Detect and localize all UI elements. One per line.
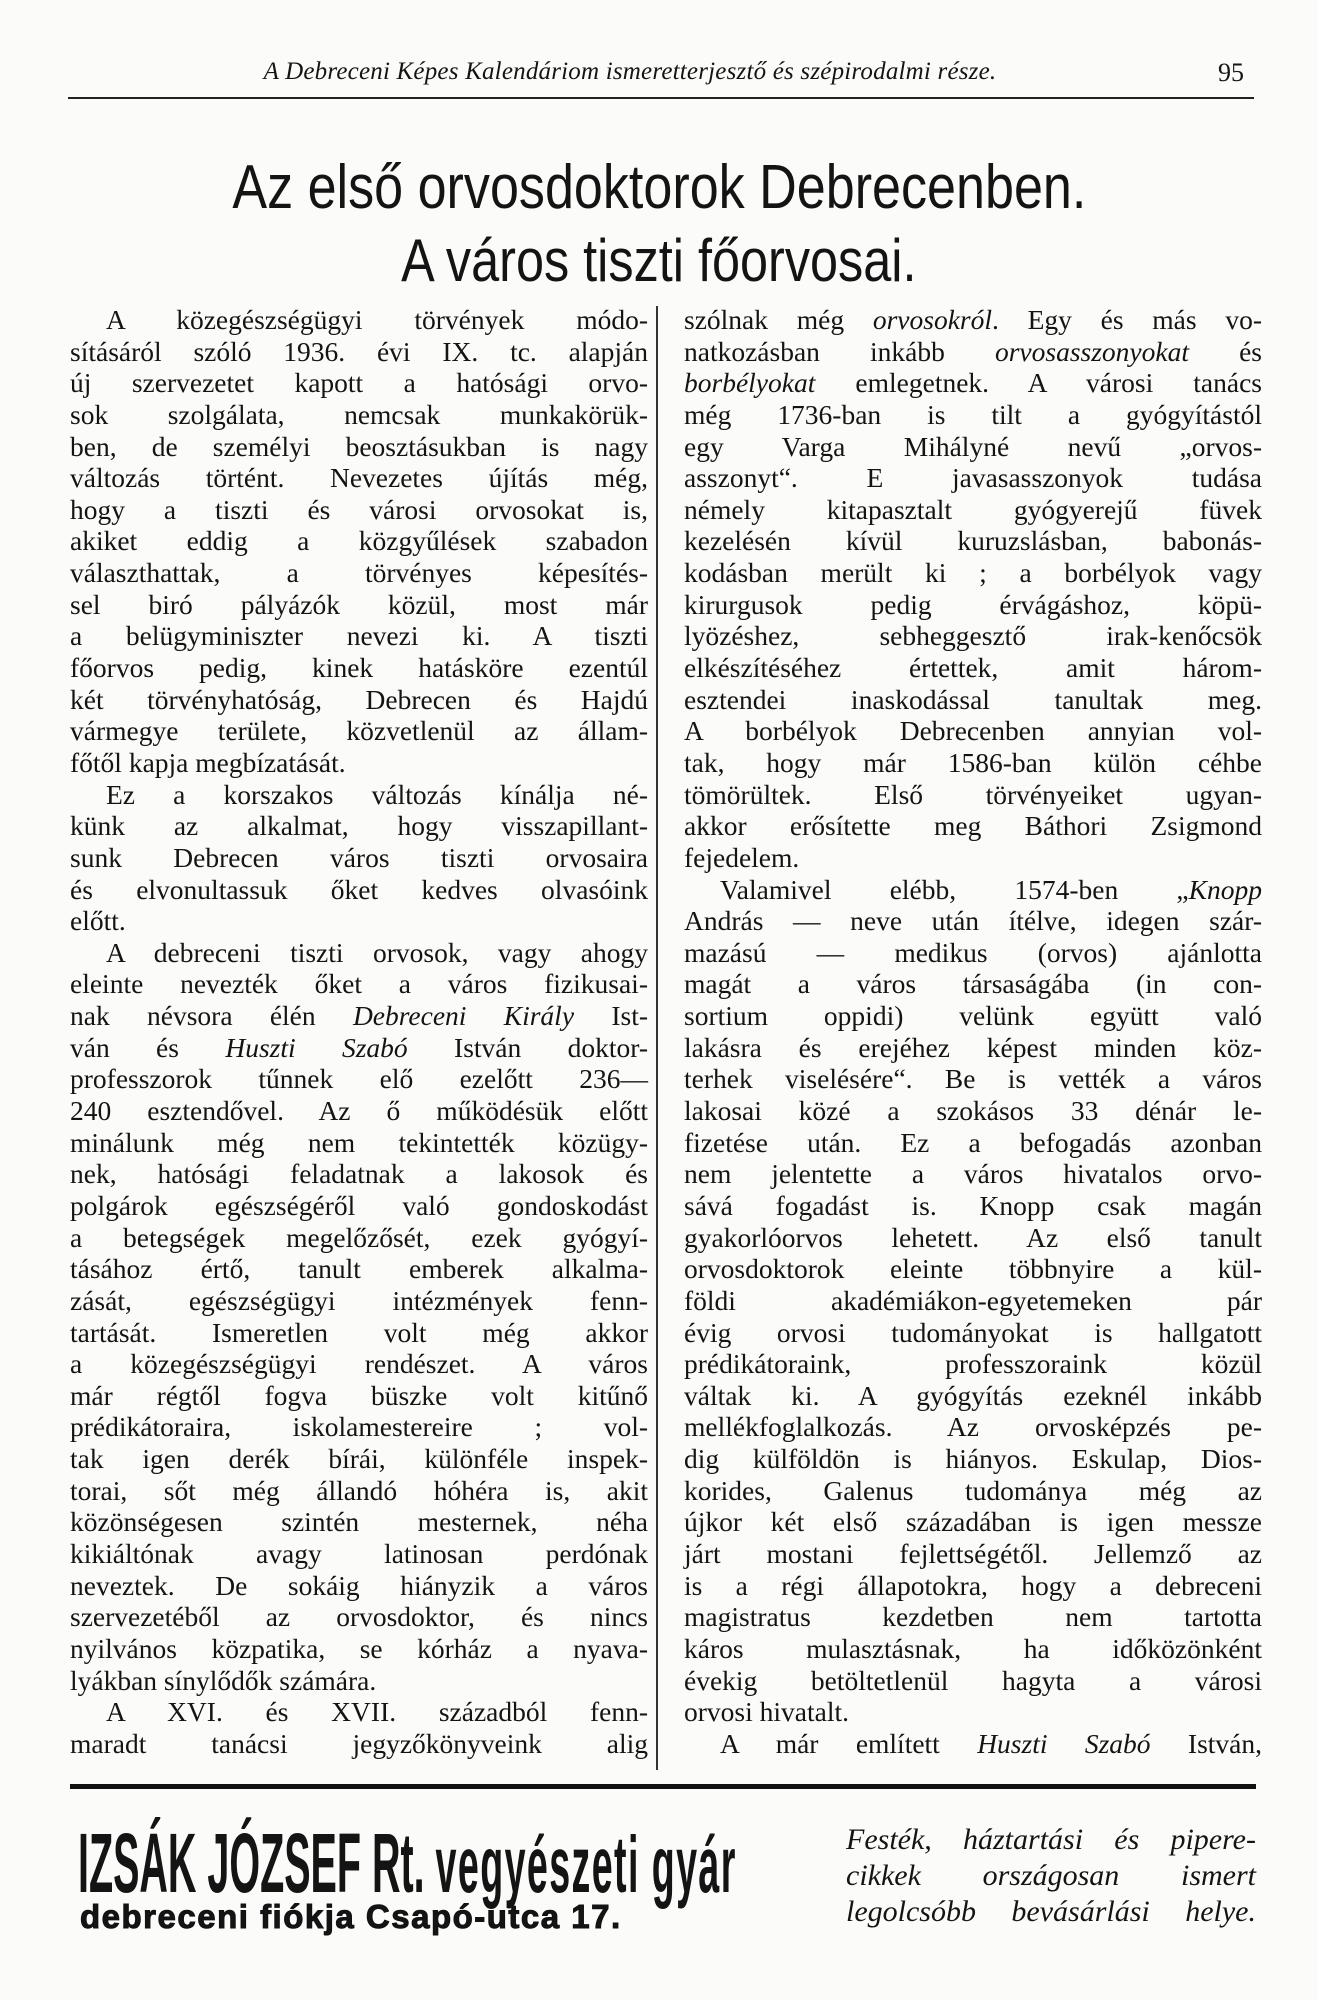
- text-run: évig orvosi tudományokat is hallgatott: [684, 1316, 1262, 1348]
- text-run: polgárok egészségéről való gondoskodást: [70, 1189, 648, 1221]
- text-run: András — neve után ítélve, idegen szár-: [684, 905, 1262, 937]
- slogan-line: cikkek országosan ismert: [846, 1859, 1256, 1892]
- text-line: [684, 431, 1262, 463]
- text-run: még 1736-ban is tilt a gyógyítástól: [684, 398, 1262, 430]
- text-line: [70, 431, 648, 463]
- text-line: [70, 1063, 648, 1095]
- italic-text-run: Knopp: [1188, 873, 1262, 905]
- column-divider: [656, 306, 658, 1770]
- text-run: natkozásban inkább: [684, 335, 995, 367]
- text-line: [684, 1380, 1262, 1412]
- paragraph: [70, 1696, 648, 1759]
- text-run: ván és: [70, 1031, 226, 1063]
- text-run: magát a város társaságába (in con-: [684, 968, 1262, 1000]
- text-line: [70, 462, 648, 494]
- text-run: Ez a korszakos változás kínálja né-: [106, 778, 648, 810]
- text-run: lakásra és erejéhez képest minden köz-: [684, 1031, 1262, 1063]
- text-line: [684, 525, 1262, 557]
- text-line: [684, 462, 1262, 494]
- text-line: [684, 937, 1262, 969]
- text-run: sunk Debrecen város tiszti orvosaira: [70, 841, 648, 873]
- paragraph: [70, 304, 648, 779]
- text-run: káros mulasztásnak, ha időközönként: [684, 1632, 1262, 1664]
- running-head: A Debreceni Képes Kalendáriom ismeretterjesztő és szépirodalmi része.: [263, 58, 997, 85]
- text-line: [684, 1158, 1262, 1190]
- text-run: sok szolgálata, nemcsak munkakörük-: [70, 398, 648, 430]
- right-column: [684, 304, 1262, 1759]
- text-run: váltak ki. A gyógyítás ezeknél inkább: [684, 1379, 1262, 1411]
- text-run: A XVI. és XVII. századból fenn-: [106, 1696, 648, 1728]
- text-line: [684, 1095, 1262, 1127]
- text-line: [684, 1190, 1262, 1222]
- text-run: A borbélyok Debrecenben annyian vol-: [684, 715, 1262, 747]
- text-run: nyilvános közpatika, se kórház a nyava-: [70, 1632, 648, 1664]
- text-run: is a régi állapotokra, hogy a debreceni: [684, 1569, 1262, 1601]
- text-line: [70, 1665, 648, 1697]
- text-run: ben, de személyi beosztásukban is nagy: [70, 430, 648, 462]
- text-line: [684, 336, 1262, 368]
- text-line: [70, 842, 648, 874]
- text-line: [684, 810, 1262, 842]
- text-run: hogy a tiszti és városi orvosokat is,: [70, 493, 648, 525]
- text-run: főtől kapja megbízatását.: [70, 746, 346, 778]
- text-line: [70, 1222, 648, 1254]
- text-line: [684, 779, 1262, 811]
- text-run: akkor erősítette meg Báthori Zsigmond: [684, 810, 1262, 842]
- text-run: kirurgusok pedig érvágáshoz, köpü-: [684, 588, 1262, 620]
- text-run: már régtől fogva büszke volt kitűnő: [70, 1379, 648, 1411]
- text-run: magistratus kezdetben nem tartotta: [684, 1601, 1262, 1633]
- text-line: [684, 1411, 1262, 1443]
- text-run: két törvényhatóság, Debrecen és Hajdú: [70, 683, 648, 715]
- text-line: [70, 1190, 648, 1222]
- text-run: 240 esztendővel. Az ő működésük előtt: [70, 1095, 648, 1127]
- text-run: sításáról szóló 1936. évi IX. tc. alapján: [70, 335, 648, 367]
- text-run: eleinte nevezték őket a város fizikusai-: [70, 968, 648, 1000]
- text-line: [70, 684, 648, 716]
- text-run: fizetése után. Ez a befogadás azonban: [684, 1126, 1262, 1158]
- text-line: [70, 652, 648, 684]
- company-business: vegyészeti gyár: [435, 1820, 737, 1909]
- text-run: asszonyt“. E javasasszonyok tudása: [684, 462, 1262, 494]
- text-line: [684, 304, 1262, 336]
- text-run: újkor két első századában is igen messze: [684, 1506, 1262, 1538]
- text-line: [70, 779, 648, 811]
- text-line: [684, 1696, 1262, 1728]
- article-subtitle: [0, 226, 1318, 295]
- text-run: földi akadémiákon-egyetemeken pár: [684, 1284, 1262, 1316]
- text-run: választhattak, a törvényes képesítés-: [70, 557, 648, 589]
- text-line: [70, 715, 648, 747]
- text-line: [70, 304, 648, 336]
- paragraph: [70, 779, 648, 937]
- text-line: [70, 1032, 648, 1064]
- italic-text-run: orvosokról: [872, 304, 992, 335]
- text-line: [70, 1285, 648, 1317]
- text-line: [684, 1443, 1262, 1475]
- text-line: [70, 1601, 648, 1633]
- text-line: [684, 1063, 1262, 1095]
- text-run: tásához értő, tanult emberek alkalma-: [70, 1253, 648, 1285]
- text-run: lyözéshez, sebheggesztő irak-kenőcsök: [684, 620, 1262, 652]
- text-line: [70, 1506, 648, 1538]
- text-run: prédikátoraira, iskolamestereire ; vol-: [70, 1411, 648, 1443]
- text-run: a belügyminiszter nevezi ki. A tiszti: [70, 620, 648, 652]
- text-line: [70, 1443, 648, 1475]
- text-line: [70, 1570, 648, 1602]
- text-run: változás történt. Nevezetes újítás még,: [70, 462, 648, 494]
- text-run: prédikátoraink, professzoraink közül: [684, 1348, 1262, 1380]
- text-line: [70, 1696, 648, 1728]
- text-run: A már említett: [720, 1727, 978, 1759]
- text-line: [70, 1411, 648, 1443]
- text-line: [70, 336, 648, 368]
- text-line: [70, 1633, 648, 1665]
- text-line: [70, 620, 648, 652]
- text-run: a betegségek megelőzősét, ezek gyógyí-: [70, 1221, 648, 1253]
- text-line: [684, 399, 1262, 431]
- slogan-line: legolcsóbb bevásárlási helye.: [846, 1895, 1256, 1928]
- text-line: [684, 842, 1262, 874]
- text-line: [684, 1127, 1262, 1159]
- text-run: akiket eddig a közgyűlések szabadon: [70, 525, 648, 557]
- text-line: [70, 1158, 648, 1190]
- text-run: minálunk még nem tekintették közügy-: [70, 1126, 648, 1158]
- text-run: szervezetéből az orvosdoktor, és nincs: [70, 1601, 648, 1633]
- text-run: nak névsora élén: [70, 1000, 353, 1032]
- text-line: [684, 367, 1262, 399]
- slogan-line: Festék, háztartási és pipere-: [846, 1823, 1256, 1856]
- paragraph: [684, 1728, 1262, 1760]
- text-run: Ist-: [574, 1000, 648, 1032]
- text-line: [70, 1380, 648, 1412]
- paragraph: [684, 304, 1262, 874]
- text-run: sortium oppidi) velünk együtt való: [684, 1000, 1262, 1032]
- text-line: [684, 620, 1262, 652]
- text-line: [684, 1728, 1262, 1760]
- text-run: künk az alkalmat, hogy visszapillant-: [70, 810, 648, 842]
- text-run: közönségesen szintén mesternek, néha: [70, 1506, 648, 1538]
- text-run: mazású — medikus (orvos) ajánlotta: [684, 936, 1262, 968]
- text-run: és: [1188, 335, 1262, 367]
- text-run: egy Varga Mihályné nevű „orvos-: [684, 430, 1262, 462]
- text-run: . Egy és más vo-: [992, 304, 1262, 335]
- text-line: [684, 874, 1262, 906]
- text-run: kikiáltónak avagy latinosan perdónak: [70, 1537, 648, 1569]
- text-run: sel biró pályázók közül, most már: [70, 588, 648, 620]
- text-line: [70, 1095, 648, 1127]
- text-line: [684, 494, 1262, 526]
- text-run: zását, egészségügyi intézmények fenn-: [70, 1284, 648, 1316]
- text-line: [684, 1253, 1262, 1285]
- text-run: gyakorlóorvos lehetett. Az első tanult: [684, 1221, 1262, 1253]
- text-run: lyákban sínylődők számára.: [70, 1664, 377, 1696]
- text-line: [684, 1570, 1262, 1602]
- text-line: [684, 905, 1262, 937]
- text-run: némely kitapasztalt gyógyerejű füvek: [684, 493, 1262, 525]
- text-run: szólnak még: [684, 304, 873, 335]
- article-title: [0, 152, 1318, 223]
- text-run: tak, hogy már 1586-ban külön céhbe: [684, 746, 1262, 778]
- text-run: maradt tanácsi jegyzőkönyveink alig: [70, 1727, 648, 1759]
- text-line: [684, 1222, 1262, 1254]
- text-run: orvosdoktorok eleinte többnyire a kül-: [684, 1253, 1262, 1285]
- text-line: [70, 874, 648, 906]
- text-line: [684, 1601, 1262, 1633]
- paragraph: [684, 874, 1262, 1728]
- text-run: dig külföldön is hiányos. Eskulap, Dios-: [684, 1443, 1262, 1475]
- page-number: 95: [1218, 58, 1244, 87]
- text-run: előtt.: [70, 905, 126, 937]
- paragraph: [70, 937, 648, 1696]
- text-run: professzorok tűnnek elő ezelőtt 236—: [70, 1063, 648, 1095]
- text-line: [70, 494, 648, 526]
- text-line: [70, 367, 648, 399]
- text-run: a közegészségügyi rendészet. A város: [70, 1348, 648, 1380]
- text-run: vármegye területe, közvetlenül az állam-: [70, 715, 648, 747]
- article-subtitle-text: A város tiszti főorvosai.: [401, 227, 917, 294]
- text-run: évekig betöltetlenül hagyta a városi: [684, 1664, 1262, 1696]
- text-line: [70, 525, 648, 557]
- text-line: [684, 1032, 1262, 1064]
- text-line: [684, 1538, 1262, 1570]
- text-run: terhek viselésére“. Be is vették a város: [684, 1063, 1262, 1095]
- text-run: Valamivel elébb, 1574-ben „: [720, 873, 1189, 905]
- text-run: kodásban merült ki ; a borbélyok vagy: [684, 557, 1262, 589]
- text-run: emlegetnek. A városi tanács: [815, 367, 1262, 399]
- text-line: [684, 1506, 1262, 1538]
- text-run: torai, sőt még állandó hóhéra is, akit: [70, 1474, 648, 1506]
- company-name: IZSÁK JÓZSEF Rt.: [78, 1816, 425, 1910]
- text-line: [70, 905, 648, 937]
- text-line: [70, 937, 648, 969]
- text-run: korides, Galenus tudománya még az: [684, 1474, 1262, 1506]
- text-run: lakosai közé a szokásos 33 dénár le-: [684, 1095, 1262, 1127]
- text-line: [70, 399, 648, 431]
- text-run: neveztek. De sokáig hiányzik a város: [70, 1569, 648, 1601]
- text-run: mellékfoglalkozás. Az orvosképzés pe-: [684, 1411, 1262, 1443]
- text-run: főorvos pedig, kinek hatásköre ezentúl: [70, 652, 648, 684]
- text-line: [684, 1285, 1262, 1317]
- text-line: [684, 715, 1262, 747]
- advertisement-branch: debreceni fiókja Csapó-utca 17.: [80, 1898, 622, 1935]
- advertisement-company: [78, 1818, 737, 1910]
- text-run: István doktor-: [407, 1031, 648, 1063]
- text-line: [70, 1000, 648, 1032]
- text-line: [684, 652, 1262, 684]
- text-line: [70, 810, 648, 842]
- text-line: [684, 589, 1262, 621]
- text-run: tömörültek. Első törvényeiket ugyan-: [684, 778, 1262, 810]
- text-line: [684, 1475, 1262, 1507]
- italic-text-run: borbélyokat: [684, 367, 816, 399]
- text-line: [684, 1000, 1262, 1032]
- text-line: [70, 1317, 648, 1349]
- text-line: [684, 1633, 1262, 1665]
- header-rule: [68, 97, 1254, 99]
- text-run: tartását. Ismeretlen volt még akkor: [70, 1316, 648, 1348]
- text-run: elkészítéséhez értettek, amit három-: [684, 652, 1262, 684]
- text-run: esztendei inaskodással tanultak meg.: [684, 683, 1262, 715]
- advertisement-slogan: [846, 1822, 1256, 1930]
- text-line: [70, 1253, 648, 1285]
- text-run: sává fogadást is. Knopp csak magán: [684, 1189, 1262, 1221]
- text-line: [70, 589, 648, 621]
- text-run: István,: [1150, 1727, 1262, 1759]
- text-run: kezelésén kívül kuruzslásban, babonás-: [684, 525, 1262, 557]
- text-line: [684, 1665, 1262, 1697]
- text-line: [70, 1127, 648, 1159]
- text-line: [684, 684, 1262, 716]
- text-line: [70, 747, 648, 779]
- left-column: [70, 304, 648, 1759]
- text-line: [684, 968, 1262, 1000]
- text-run: járt mostani fejlettségétől. Jellemző az: [684, 1537, 1262, 1569]
- text-run: tak igen derék bírái, különféle inspek-: [70, 1443, 648, 1475]
- advertisement-rule: [70, 1784, 1256, 1789]
- text-line: [70, 1728, 648, 1760]
- text-run: nem jelentette a város hivatalos orvo-: [684, 1158, 1262, 1190]
- text-run: A közegészségügyi törvények módo-: [106, 304, 648, 335]
- text-run: orvosi hivatalt.: [684, 1696, 849, 1728]
- text-run: új szervezetet kapott a hatósági orvo-: [70, 367, 648, 399]
- italic-text-run: Huszti Szabó: [225, 1031, 408, 1063]
- italic-text-run: orvosasszonyokat: [994, 335, 1189, 367]
- text-line: [70, 1538, 648, 1570]
- text-line: [70, 968, 648, 1000]
- text-run: fejedelem.: [684, 841, 800, 873]
- text-line: [684, 1317, 1262, 1349]
- italic-text-run: Debreceni Király: [352, 1000, 575, 1032]
- text-line: [70, 557, 648, 589]
- text-line: [684, 747, 1262, 779]
- text-run: A debreceni tiszti orvosok, vagy ahogy: [106, 936, 648, 968]
- text-run: és elvonultassuk őket kedves olvasóink: [70, 873, 648, 905]
- text-line: [70, 1348, 648, 1380]
- text-line: [684, 1348, 1262, 1380]
- article-title-text: Az első orvosdoktorok Debrecenben.: [231, 153, 1087, 222]
- text-run: nek, hatósági feladatnak a lakosok és: [70, 1158, 648, 1190]
- italic-text-run: Huszti Szabó: [977, 1727, 1151, 1759]
- text-line: [70, 1475, 648, 1507]
- text-line: [684, 557, 1262, 589]
